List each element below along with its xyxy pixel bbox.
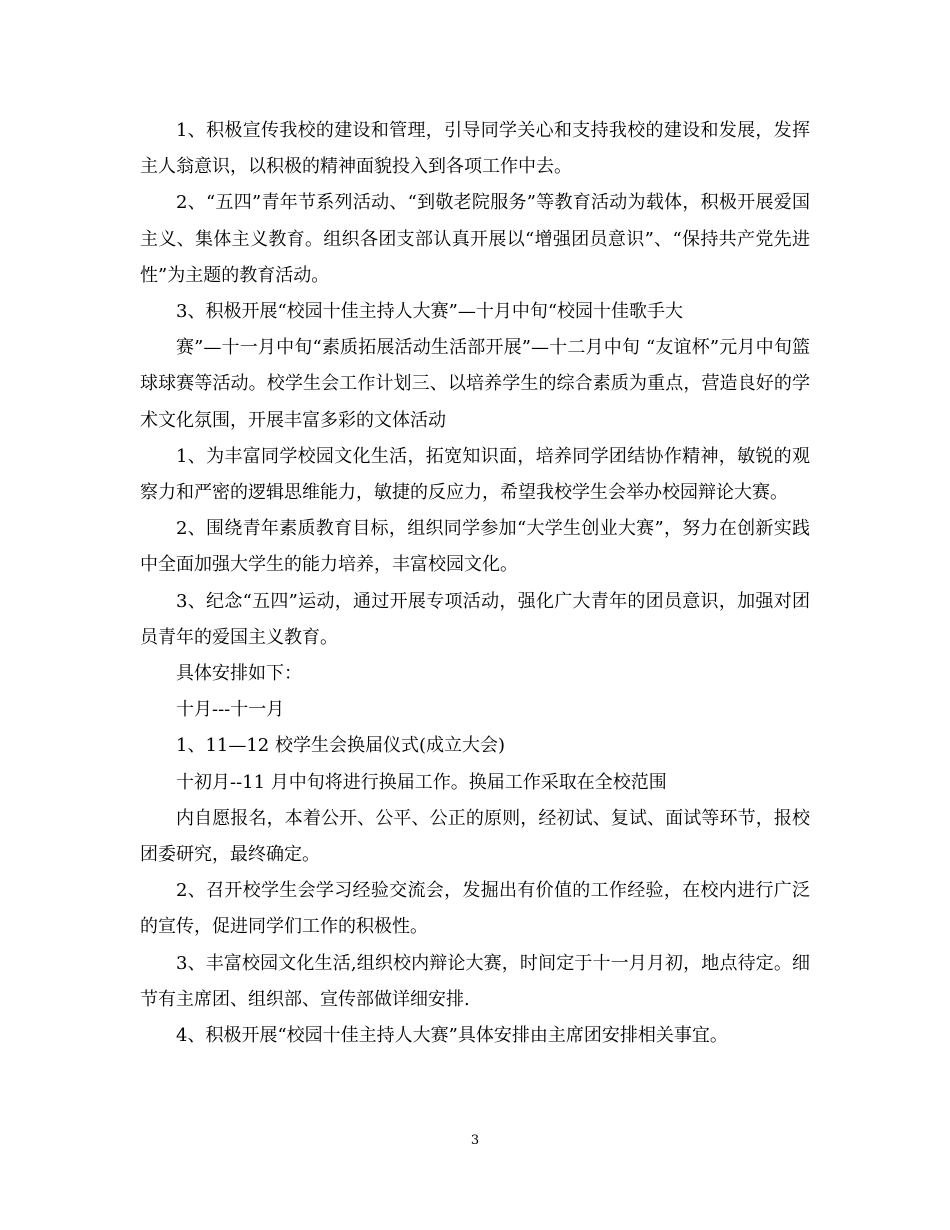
paragraph: 十初月--11 月中旬将进行换届工作。换届工作采取在全校范围: [176, 771, 667, 793]
paragraph: 2、围绕青年素质教育目标，组织同学参加“大学生创业大赛”，努力在创新实践中全面加强大学生的能力培养，丰富校园文化。: [140, 518, 810, 576]
paragraph: 1、积极宣传我校的建设和管理，引导同学关心和支持我校的建设和发展，发挥主人翁意识，以积极的精神面貌投入到各项工作中去。: [140, 120, 810, 178]
page-number: 3: [470, 1133, 480, 1148]
paragraph: 具体安排如下：: [176, 663, 302, 685]
paragraph: 内自愿报名，本着公开、公平、公正的原则，经初试、复试、面试等环节，报校团委研究，最终确定。: [140, 807, 810, 866]
paragraph: 2、“五四”青年节系列活动、“到敬老院服务”等教育活动为载体，积极开展爱国主义、集体主义教育。组织各团支部认真开展以“增强团员意识”、“保持共产党先进性”为主题的教育活动。: [140, 192, 810, 286]
paragraph: 3、纪念“五四”运动，通过开展专项活动，强化广大青年的团员意识，加强对团员青年的爱国主义教育。: [140, 590, 810, 648]
paragraph: 4、积极开展“校园十佳主持人大赛”具体安排由主席团安排相关事宜。: [176, 1025, 728, 1047]
paragraph: 3、积极开展“校园十佳主持人大赛”—十月中旬“校园十佳歌手大: [176, 301, 684, 323]
paragraph: 十月---十一月: [176, 699, 285, 721]
paragraph: 1、为丰富同学校园文化生活，拓宽知识面，培养同学团结协作精神，敏锐的观察力和严密的逻辑思维能力，敏捷的反应力，希望我校学生会举办校园辩论大赛。: [140, 445, 810, 504]
paragraph: 1、11—12 校学生会换届仪式(成立大会): [176, 735, 506, 757]
document-body: [140, 113, 810, 1054]
paragraph: 2、召开校学生会学习经验交流会，发掘出有价值的工作经验，在校内进行广泛的宣传，促进同学们工作的积极性。: [140, 880, 810, 938]
paragraph: 3、丰富校园文化生活,组织校内辩论大赛，时间定于十一月月初，地点待定。细节有主席团、组织部、宣传部做详细安排.: [140, 952, 810, 1010]
paragraph: 赛”—十一月中旬“素质拓展活动生活部开展”—十二月中旬 “友谊杯”元月中旬篮球球赛等活动。校学生会工作计划三、以培养学生的综合素质为重点，营造良好的学术文化氛围，开展丰富多彩的文体活动: [140, 337, 810, 431]
